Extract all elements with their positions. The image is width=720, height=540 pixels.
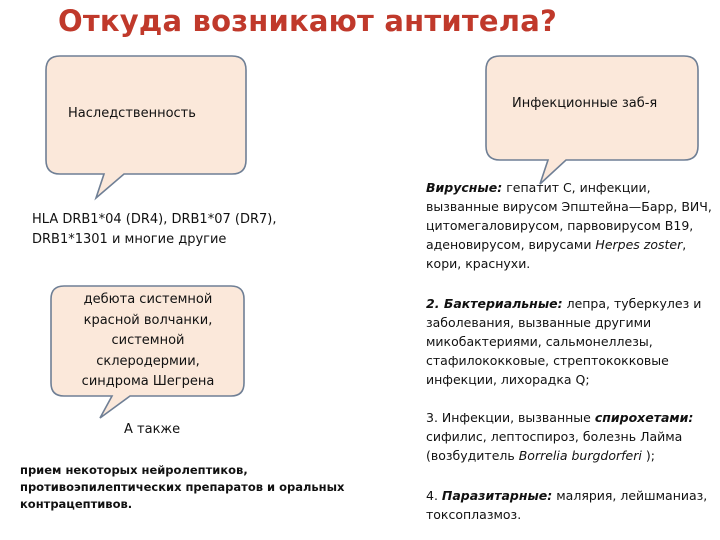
viral-paragraph <box>426 178 714 273</box>
diseases-text <box>55 290 241 393</box>
slide-title: Откуда возникают антитела? <box>58 4 558 38</box>
bacterial-paragraph <box>426 294 714 389</box>
heredity-label: Наследственность <box>68 106 196 121</box>
spirochete-paragraph <box>426 408 714 465</box>
spirochete-species: Borrelia burgdorferi <box>518 448 642 463</box>
parasitic-text: малярия, лейшманиаз, токсоплазмоз. <box>426 488 708 522</box>
parasitic-paragraph <box>426 486 714 524</box>
hla-text: HLA DRB1*04 (DR4), DRB1*07 (DR7), DRB1*1301 и многие другие <box>32 212 277 247</box>
viral-species: Herpes zoster <box>595 237 683 252</box>
spirochete-text: сифилис, лептоспироз, болезнь Лайма (возбудитель <box>426 429 683 463</box>
viral-text-end: , кори, краснухи. <box>426 237 687 271</box>
diseases-line: системной <box>111 333 185 348</box>
callout-heredity <box>46 56 246 198</box>
bacterial-text: лепра, туберкулез и заболевания, вызванные другими микобактериями, сальмонеллезы, стафилококковые, стрептококковые инфекции, лихорадка Q; <box>426 296 702 387</box>
diseases-line: склеродермии, <box>96 353 200 369</box>
diseases-line: синдрома Шегрена <box>81 374 215 389</box>
spirochete-heading: спирохетами: <box>594 410 694 425</box>
bacterial-prefix: 2. <box>426 296 444 311</box>
diseases-line: красной волчанки, <box>83 312 213 328</box>
callout-infections <box>486 56 698 184</box>
also-label: А также <box>124 422 181 437</box>
diseases-line: дебюта системной <box>83 292 213 307</box>
viral-text: гепатит С, инфекции, вызванные вирусом Эпштейна—Барр, ВИЧ, цитомегаловирусом, парвовирусом В19, аденовирусом, вирусами <box>426 180 712 252</box>
spirochete-prefix: 3. Инфекции, вызванные <box>426 410 595 425</box>
drugs-text: прием некоторых нейролептиков, противоэпилептических препаратов и оральных контрацептивов. <box>20 463 345 511</box>
spirochete-text-end: ); <box>641 448 655 463</box>
bacterial-heading: Бактериальные: <box>443 296 563 311</box>
viral-heading: Вирусные: <box>426 180 503 195</box>
parasitic-prefix: 4. <box>426 488 442 503</box>
infections-label: Инфекционные заб-я <box>512 96 658 111</box>
parasitic-heading: Паразитарные: <box>441 488 553 503</box>
